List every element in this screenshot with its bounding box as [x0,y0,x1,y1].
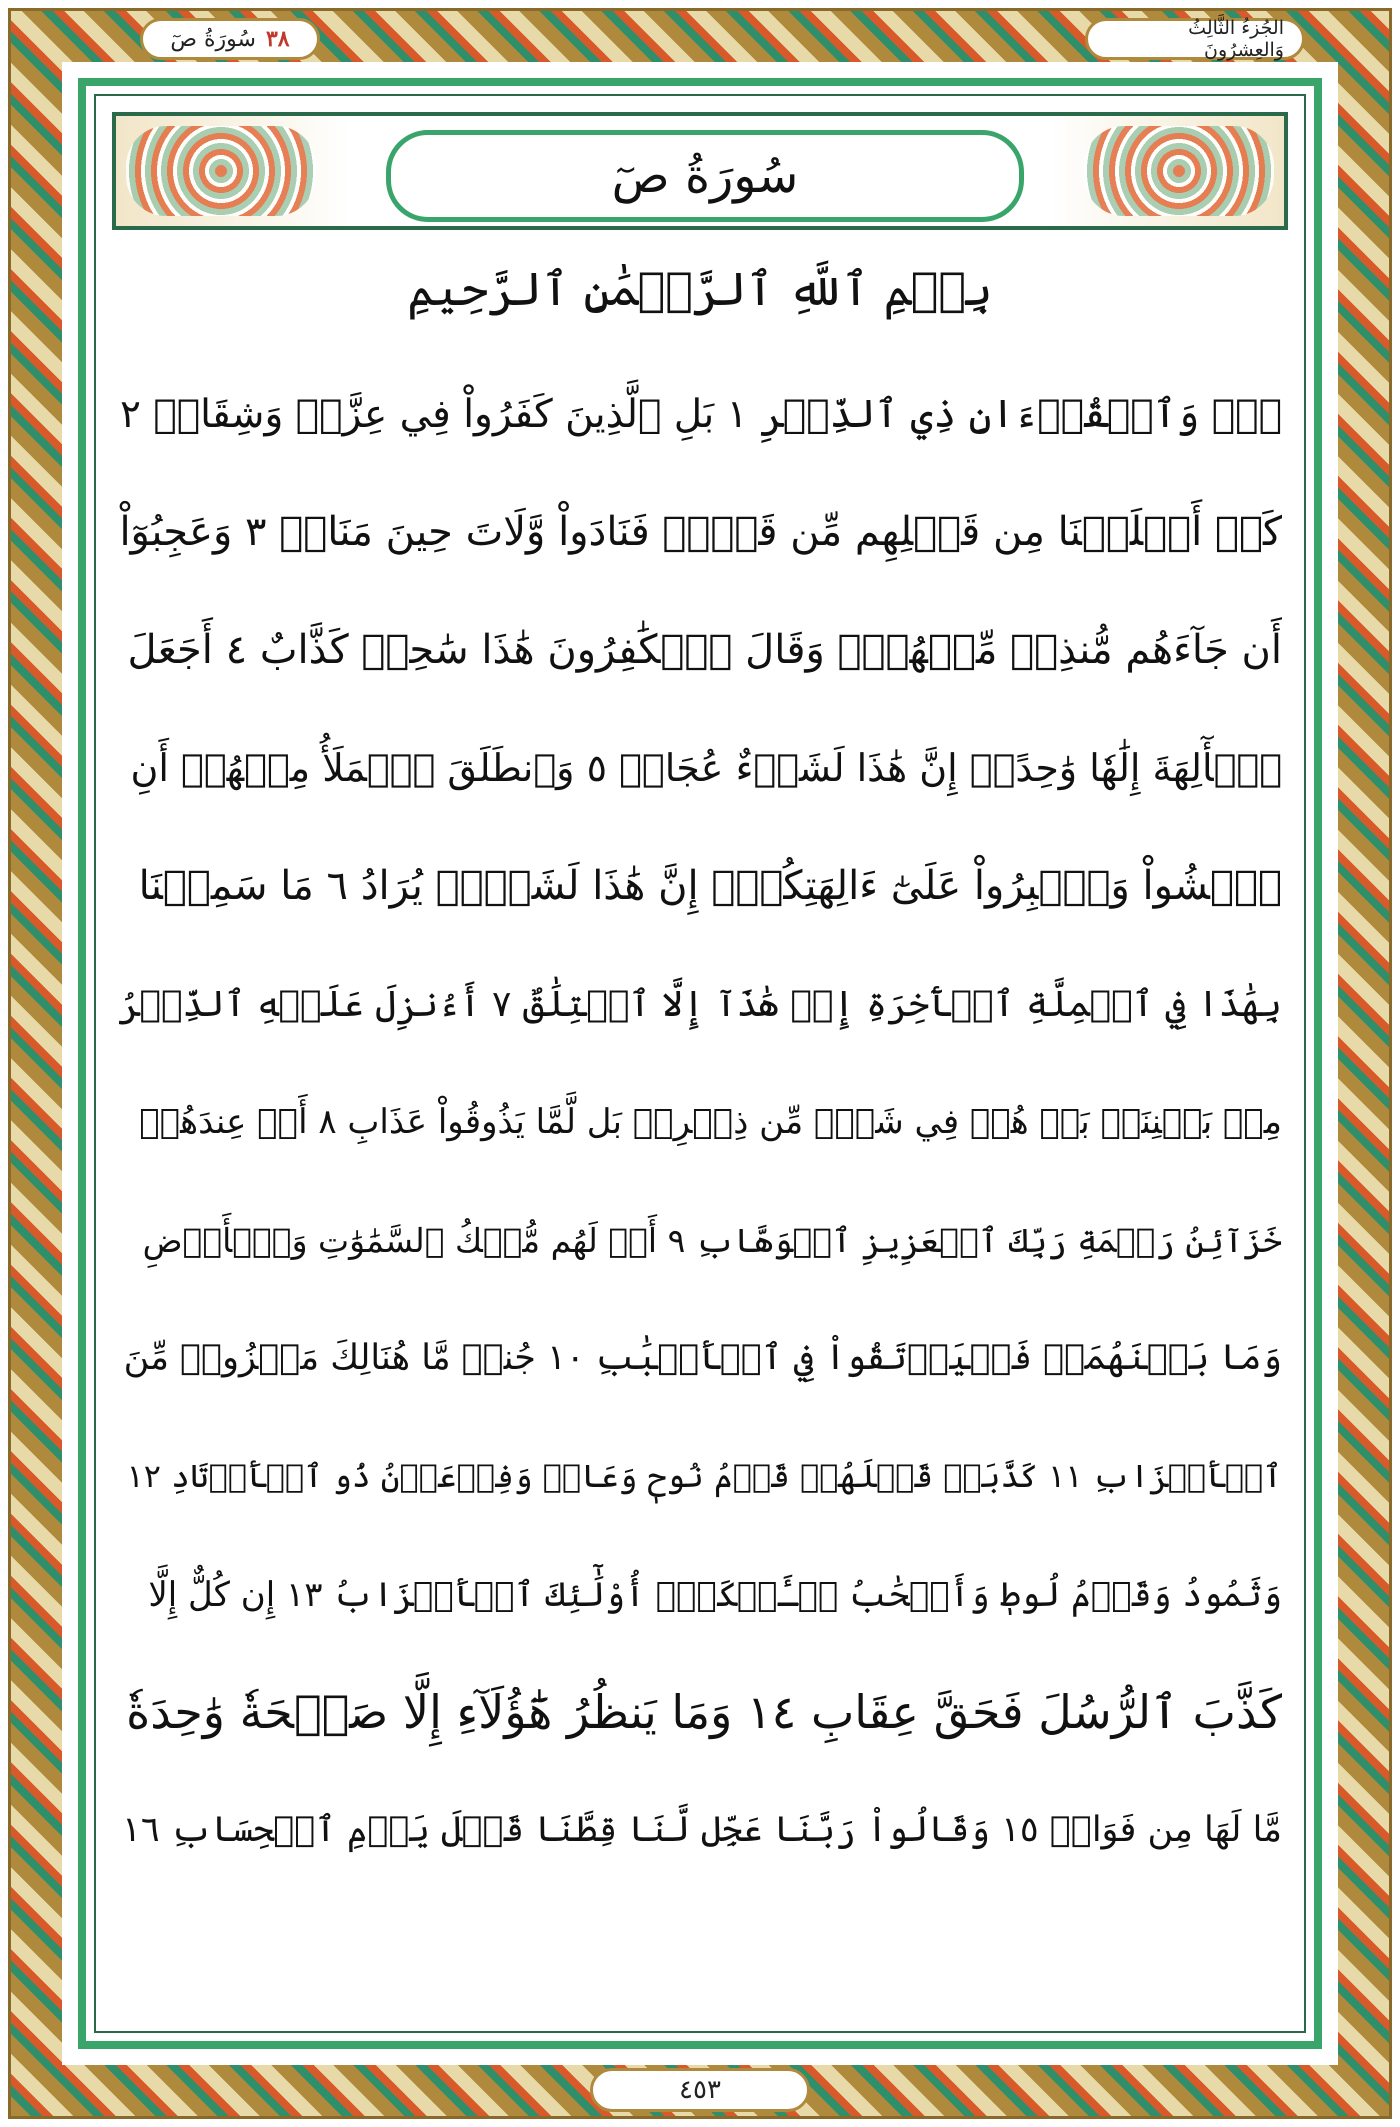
text-line [118,1417,1282,1535]
line-text: ٱلۡأَحۡزَابِ ١١ كَذَّبَتۡ قَبۡلَهُمۡ قَوۡمُ نُوحٖ وَعَادٞ وَفِرۡعَوۡنُ ذُو ٱلۡأَوۡتَادِ ١٢ [126,1457,1282,1495]
text-line [118,1181,1282,1299]
line-text: مِنۢ بَيۡنِنَاۚ بَلۡ هُمۡ فِي شَكّٖ مِّن ذِكۡرِيۚ بَل لَّمَّا يَذُوقُواْ عَذَابِ ٨ أَمۡ عِندَهُمۡ [139,1102,1282,1142]
surah-banner [112,112,1288,230]
ornament-left [126,126,316,216]
text-line [118,1299,1282,1417]
verse-lines [118,355,1282,1889]
text-line [118,1771,1282,1889]
juz-label: الجُزءُ الثَّالِثُ وَالعِشرُونَ [1188,17,1284,61]
surah-cartouche [386,130,1024,222]
surah-number: ٣٨ [265,26,290,52]
surah-badge [140,18,320,60]
surah-title: سُورَةُ صٓ [611,148,799,204]
line-text: ٱمۡشُواْ وَٱصۡبِرُواْ عَلَىٰٓ ءَالِهَتِكُمۡۖ إِنَّ هَٰذَا لَشَيۡءٞ يُرَادُ ٦ مَا سَمِعۡنَا [138,863,1282,909]
line-text: وَمَا بَيۡنَهُمَاۖ فَلۡيَرۡتَقُواْ فِي ٱلۡأَسۡبَٰبِ ١٠ جُندٞ مَّا هُنَالِكَ مَهۡزُومٞ مِّنَ [123,1338,1282,1378]
juz-badge [1085,18,1305,60]
text-line [118,355,1282,473]
line-text: مَّا لَهَا مِن فَوَاقٖ ١٥ وَقَالُواْ رَبَّنَا عَجِّل لَّنَا قِطَّنَا قَبۡلَ يَوۡمِ ٱلۡحِسَابِ ١٦ [122,1810,1282,1850]
text-line [118,473,1282,591]
text-line [118,709,1282,827]
line-text: ٱلۡأٓلِهَةَ إِلَٰهٗا وَٰحِدًاۖ إِنَّ هَٰذَا لَشَيۡءٌ عُجَابٞ ٥ وَٱنطَلَقَ ٱلۡمَلَأُ مِنۡهُمۡ أَنِ [130,746,1282,790]
text-line [118,827,1282,945]
text-line [118,1063,1282,1181]
line-text: أَن جَآءَهُم مُّنذِرٞ مِّنۡهُمۡۖ وَقَالَ ٱلۡكَٰفِرُونَ هَٰذَا سَٰحِرٞ كَذَّابٌ ٤ أَجَعَلَ [127,627,1282,673]
line-text: كَمۡ أَهۡلَكۡنَا مِن قَبۡلِهِم مِّن قَرۡنٖ فَنَادَواْ وَّلَاتَ حِينَ مَنَاصٖ ٣ وَعَجِبُوٓاْ [119,509,1282,555]
text-line [118,1653,1282,1771]
page-number: ٤٥٣ [590,2068,810,2112]
line-text: صٓۚ وَٱلۡقُرۡءَانِ ذِي ٱلذِّكۡرِ ١ بَلِ ٱلَّذِينَ كَفَرُواْ فِي عِزَّةٖ وَشِقَاقٖ ٢ [120,391,1282,437]
line-text: كَذَّبَ ٱلرُّسُلَ فَحَقَّ عِقَابِ ١٤ وَمَا يَنظُرُ هَٰٓؤُلَآءِ إِلَّا صَيۡحَةٗ وَٰحِدَةٗ [126,1685,1282,1739]
basmala: بِسۡمِ ٱللَّهِ ٱلرَّحۡمَٰنِ ٱلرَّحِيمِ [407,262,993,316]
text-line [118,591,1282,709]
line-text: خَزَآئِنُ رَحۡمَةِ رَبِّكَ ٱلۡعَزِيزِ ٱلۡوَهَّابِ ٩ أَمۡ لَهُم مُّلۡكُ ٱلسَّمَٰوَٰتِ وَٱلۡأَرۡضِ [142,1220,1282,1260]
line-text: بِهَٰذَا فِي ٱلۡمِلَّةِ ٱلۡأٓخِرَةِ إِنۡ هَٰذَآ إِلَّا ٱخۡتِلَٰقٌ ٧ أَءُنزِلَ عَلَيۡهِ ٱلذِّكۡرُ [118,983,1282,1025]
ornament-right [1084,126,1274,216]
text-line [118,945,1282,1063]
text-line [118,1535,1282,1653]
line-text: وَثَمُودُ وَقَوۡمُ لُوطٖ وَأَصۡحَٰبُ لۡـَٔيۡكَةِۚ أُوْلَٰٓئِكَ ٱلۡأَحۡزَابُ ١٣ إِن كُلٌّ إِلَّا [148,1574,1282,1615]
surah-label: سُورَةُ صٓ [170,26,256,52]
